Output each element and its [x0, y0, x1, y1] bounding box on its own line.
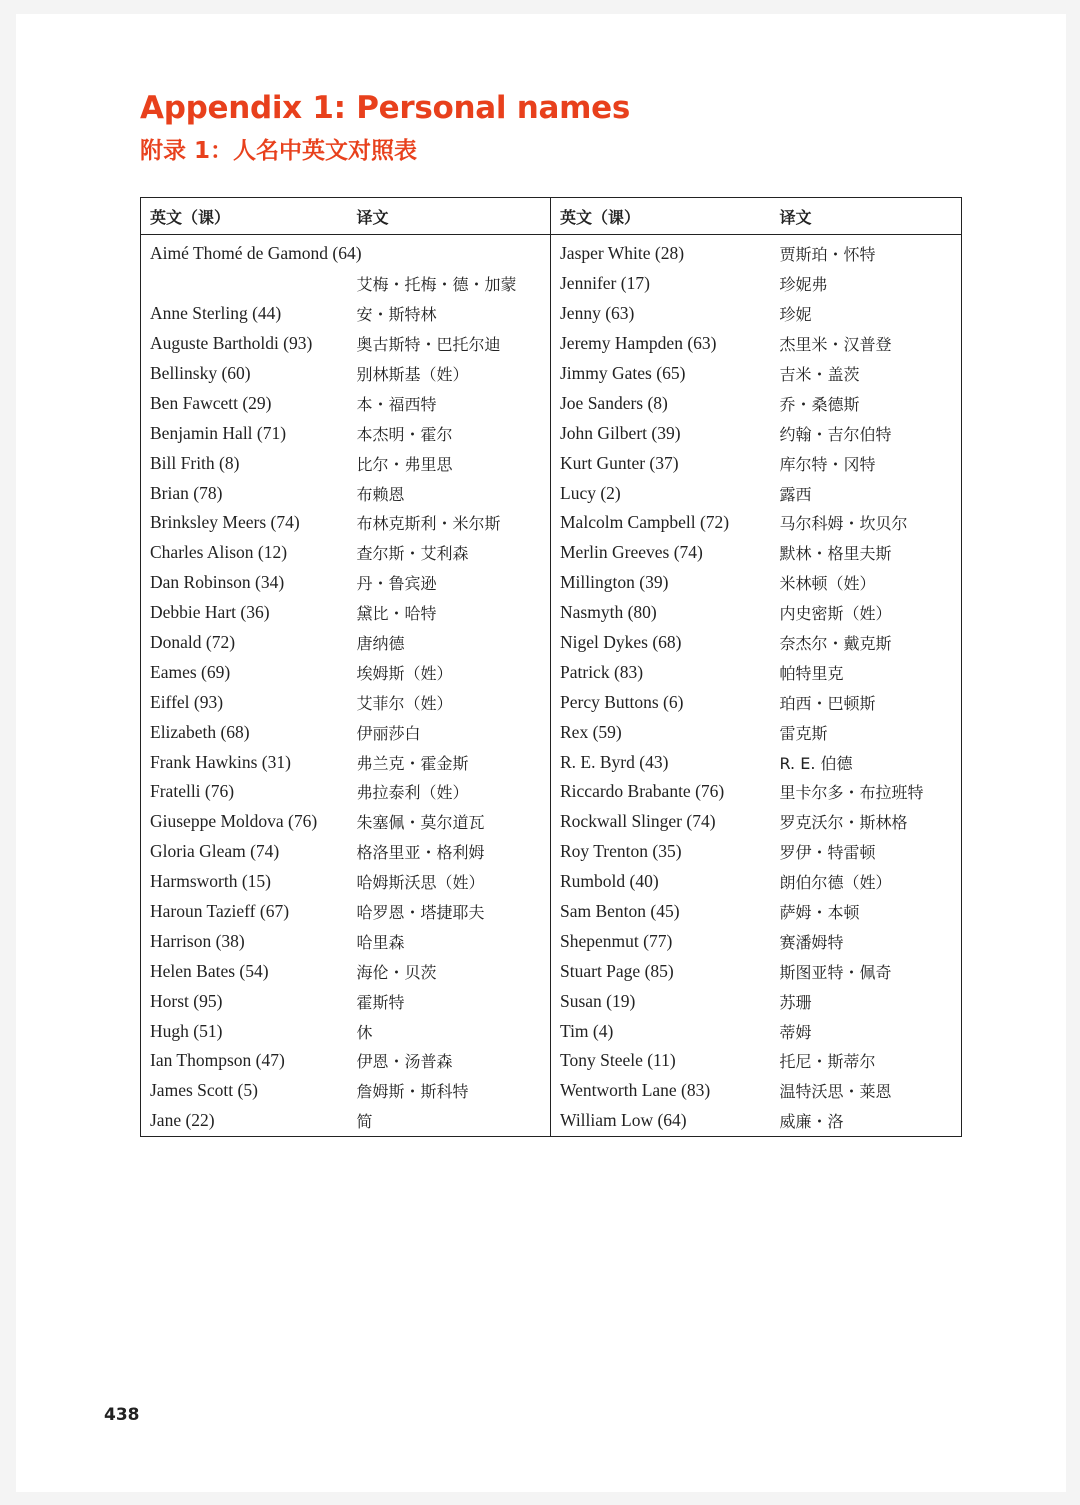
cell-translation-right: 露西 [779, 484, 812, 504]
cell-translation-right: 赛潘姆特 [779, 932, 844, 952]
title-english: Appendix 1: Personal names [140, 90, 630, 126]
cell-translation-left: 奥古斯特・巴托尔迪 [356, 335, 501, 355]
cell-english-left: Donald (72) [150, 632, 236, 653]
header-right-english: 英文（课） [551, 198, 771, 235]
table-row [141, 926, 962, 956]
table-row [141, 235, 962, 269]
table-row [141, 299, 962, 329]
table-row [141, 1046, 962, 1076]
cell-english-left: Fratelli (76) [150, 781, 235, 802]
table-row [141, 867, 962, 897]
cell-translation-left: 查尔斯・艾利森 [356, 544, 469, 564]
title-chinese: 附录 1：人名中英文对照表 [140, 138, 418, 164]
cell-english-left: Eiffel (93) [150, 691, 224, 712]
cell-english-right: Patrick (83) [551, 657, 771, 687]
cell-english-left: Gloria Gleam (74) [150, 841, 280, 862]
table-row [141, 956, 962, 986]
cell-english-right: Wentworth Lane (83) [551, 1076, 771, 1106]
cell-translation-right: 马尔科姆・坎贝尔 [779, 514, 908, 534]
cell-translation-left: 霍斯特 [356, 992, 405, 1012]
table-row [141, 478, 962, 508]
table-row [141, 687, 962, 717]
cell-english-left: Frank Hawkins (31) [150, 751, 291, 772]
cell-translation-right: 蒂姆 [779, 1022, 812, 1042]
cell-english-left: Auguste Bartholdi (93) [150, 333, 313, 354]
page-number: 438 [104, 1405, 140, 1425]
cell-english-left: Charles Alison (12) [150, 542, 288, 563]
cell-translation-left: 本杰明・霍尔 [356, 424, 453, 444]
cell-translation-right: 贾斯珀・怀特 [779, 245, 876, 265]
cell-english-right: Rockwall Slinger (74) [551, 807, 771, 837]
cell-english-left: Aimé Thomé de Gamond (64) [150, 243, 362, 264]
cell-english-right: Tim (4) [551, 1016, 771, 1046]
table-row [141, 418, 962, 448]
cell-translation-right: 吉米・盖茨 [779, 365, 860, 384]
table-row [141, 329, 962, 359]
cell-english-right: Kurt Gunter (37) [551, 448, 771, 478]
cell-translation-left: 哈里森 [356, 932, 405, 952]
cell-translation-right: 斯图亚特・佩奇 [779, 962, 892, 982]
cell-translation-left: 丹・鲁宾逊 [356, 574, 437, 594]
table-row [141, 986, 962, 1016]
cell-english-left: Bellinsky (60) [150, 363, 251, 383]
table-row [141, 1106, 962, 1136]
cell-translation-left: 安・斯特林 [356, 305, 437, 325]
cell-translation-right: 内史密斯（姓） [779, 604, 892, 624]
cell-english-right: R. E. Byrd (43) [551, 747, 771, 777]
cell-english-left: Harmsworth (15) [150, 871, 272, 892]
cell-translation-left: 格洛里亚・格利姆 [356, 843, 485, 863]
cell-translation-right: 米林顿（姓） [779, 574, 876, 594]
header-left-translation: 译文 [348, 198, 551, 235]
cell-english-left: Giuseppe Moldova (76) [150, 811, 318, 832]
header-right-translation: 译文 [771, 198, 962, 235]
table-row [141, 538, 962, 568]
table-row [141, 807, 962, 837]
cell-english-right: John Gilbert (39) [551, 418, 771, 448]
cell-translation-right: 苏珊 [779, 992, 812, 1012]
cell-translation-left [348, 235, 551, 269]
cell-english-left: Horst (95) [150, 990, 223, 1011]
header-left-english: 英文（课） [141, 198, 348, 235]
cell-english-left: Jane (22) [150, 1110, 215, 1131]
cell-english-left: Brian (78) [150, 482, 223, 503]
cell-english-right: Jenny (63) [551, 299, 771, 329]
cell-translation-left: 黛比・哈特 [356, 604, 437, 624]
cell-english-right: Merlin Greeves (74) [551, 538, 771, 568]
cell-translation-left: 海伦・贝茨 [356, 962, 437, 982]
table-row [141, 568, 962, 598]
cell-translation-left: 弗拉泰利（姓） [356, 783, 469, 803]
cell-english-right: Jeremy Hampden (63) [551, 329, 771, 359]
cell-english-right: Jimmy Gates (65) [551, 359, 771, 389]
cell-english-right: Percy Buttons (6) [551, 687, 771, 717]
cell-translation-right: 萨姆・本顿 [779, 903, 860, 923]
cell-translation-right: 奈杰尔・戴克斯 [779, 634, 892, 654]
cell-english-left: Helen Bates (54) [150, 960, 269, 981]
cell-translation-left: 詹姆斯・斯科特 [356, 1082, 469, 1102]
cell-translation-left: 弗兰克・霍金斯 [356, 753, 469, 773]
cell-english-right: Susan (19) [551, 986, 771, 1016]
cell-english-right: Stuart Page (85) [551, 956, 771, 986]
table-row [141, 837, 962, 867]
cell-english-right: Millington (39) [551, 568, 771, 598]
table-row [141, 1076, 962, 1106]
cell-translation-left: 哈姆斯沃思（姓） [356, 873, 485, 893]
cell-translation-right: 杰里米・汉普登 [779, 335, 892, 355]
cell-translation-right: 罗克沃尔・斯林格 [779, 813, 908, 833]
cell-english-left: Ian Thompson (47) [150, 1050, 285, 1071]
cell-english-left: Haroun Tazieff (67) [150, 901, 290, 922]
header-row [141, 198, 962, 235]
cell-english-right: Rex (59) [551, 717, 771, 747]
cell-translation-left: 简 [356, 1112, 373, 1132]
cell-translation-left: 布林克斯利・米尔斯 [356, 514, 501, 534]
cell-english-left: Dan Robinson (34) [150, 572, 285, 593]
cell-english-left: Anne Sterling (44) [150, 303, 282, 324]
cell-translation-left: 布赖恩 [356, 484, 405, 504]
cell-english-right: Joe Sanders (8) [551, 388, 771, 418]
cell-english-right: Sam Benton (45) [551, 897, 771, 927]
cell-translation-left: 哈罗恩・塔捷耶夫 [356, 903, 485, 923]
cell-translation-right: 威廉・洛 [779, 1112, 844, 1132]
table-row [141, 747, 962, 777]
cell-english-right: Nigel Dykes (68) [551, 628, 771, 658]
table-row [141, 1016, 962, 1046]
cell-translation-left: 休 [356, 1022, 373, 1042]
table-row [141, 598, 962, 628]
cell-english-left [141, 269, 348, 299]
table-row [141, 777, 962, 807]
table-row [141, 269, 962, 299]
cell-english-left: Hugh (51) [150, 1020, 223, 1041]
cell-english-right: Shepenmut (77) [551, 926, 771, 956]
cell-translation-right: 帕特里克 [779, 663, 844, 683]
cell-translation-right: 约翰・吉尔伯特 [779, 424, 892, 444]
cell-english-right: Lucy (2) [551, 478, 771, 508]
cell-translation-left: 艾梅・托梅・德・加蒙 [356, 275, 517, 295]
cell-translation-right: 库尔特・冈特 [779, 454, 876, 474]
cell-english-left: Brinksley Meers (74) [150, 512, 300, 533]
cell-translation-left: 艾菲尔（姓） [356, 693, 453, 713]
table-row [141, 657, 962, 687]
cell-translation-right: 默林・格里夫斯 [779, 544, 892, 564]
table-row [141, 628, 962, 658]
cell-english-left: Bill Frith (8) [150, 452, 240, 473]
cell-translation-right: 雷克斯 [779, 723, 828, 743]
cell-translation-left: 别林斯基（姓） [356, 365, 469, 384]
table-row [141, 897, 962, 927]
cell-translation-left: 朱塞佩・莫尔道瓦 [356, 813, 485, 833]
cell-english-right: Nasmyth (80) [551, 598, 771, 628]
cell-english-left: Harrison (38) [150, 930, 245, 951]
cell-translation-right: 珍妮弗 [779, 275, 828, 295]
cell-translation-right: 朗伯尔德（姓） [779, 873, 892, 893]
table-row [141, 717, 962, 747]
cell-english-right: Jasper White (28) [551, 235, 771, 269]
cell-translation-left: 埃姆斯（姓） [356, 663, 453, 683]
cell-translation-right: R. E. 伯德 [779, 753, 853, 773]
cell-english-left: Eames (69) [150, 661, 231, 682]
cell-english-left: James Scott (5) [150, 1080, 258, 1101]
table-row [141, 359, 962, 389]
table-row [141, 388, 962, 418]
table-row [141, 448, 962, 478]
cell-english-right: Rumbold (40) [551, 867, 771, 897]
names-table [140, 197, 962, 1137]
cell-translation-left: 伊恩・汤普森 [356, 1052, 453, 1072]
cell-english-right: Tony Steele (11) [551, 1046, 771, 1076]
cell-translation-right: 罗伊・特雷顿 [779, 843, 876, 863]
cell-translation-right: 珀西・巴顿斯 [779, 693, 876, 713]
cell-translation-right: 珍妮 [779, 305, 812, 325]
cell-translation-left: 伊丽莎白 [356, 723, 421, 743]
cell-english-right: William Low (64) [551, 1106, 771, 1136]
cell-english-right: Malcolm Campbell (72) [551, 508, 771, 538]
cell-translation-left: 比尔・弗里思 [356, 454, 453, 474]
table-row [141, 508, 962, 538]
cell-translation-right: 托尼・斯蒂尔 [779, 1052, 876, 1072]
cell-english-left: Ben Fawcett (29) [150, 392, 272, 413]
cell-translation-left: 唐纳德 [356, 634, 405, 654]
cell-english-left: Elizabeth (68) [150, 721, 250, 742]
cell-english-right: Riccardo Brabante (76) [551, 777, 771, 807]
table-body [141, 235, 962, 1137]
cell-english-left: Debbie Hart (36) [150, 602, 270, 623]
cell-translation-right: 温特沃思・莱恩 [779, 1082, 892, 1102]
cell-translation-left: 本・福西特 [356, 394, 437, 414]
cell-translation-right: 里卡尔多・布拉班特 [779, 783, 924, 803]
cell-english-right: Jennifer (17) [551, 269, 771, 299]
cell-english-left: Benjamin Hall (71) [150, 422, 287, 443]
cell-english-right: Roy Trenton (35) [551, 837, 771, 867]
cell-translation-right: 乔・桑德斯 [779, 394, 860, 414]
